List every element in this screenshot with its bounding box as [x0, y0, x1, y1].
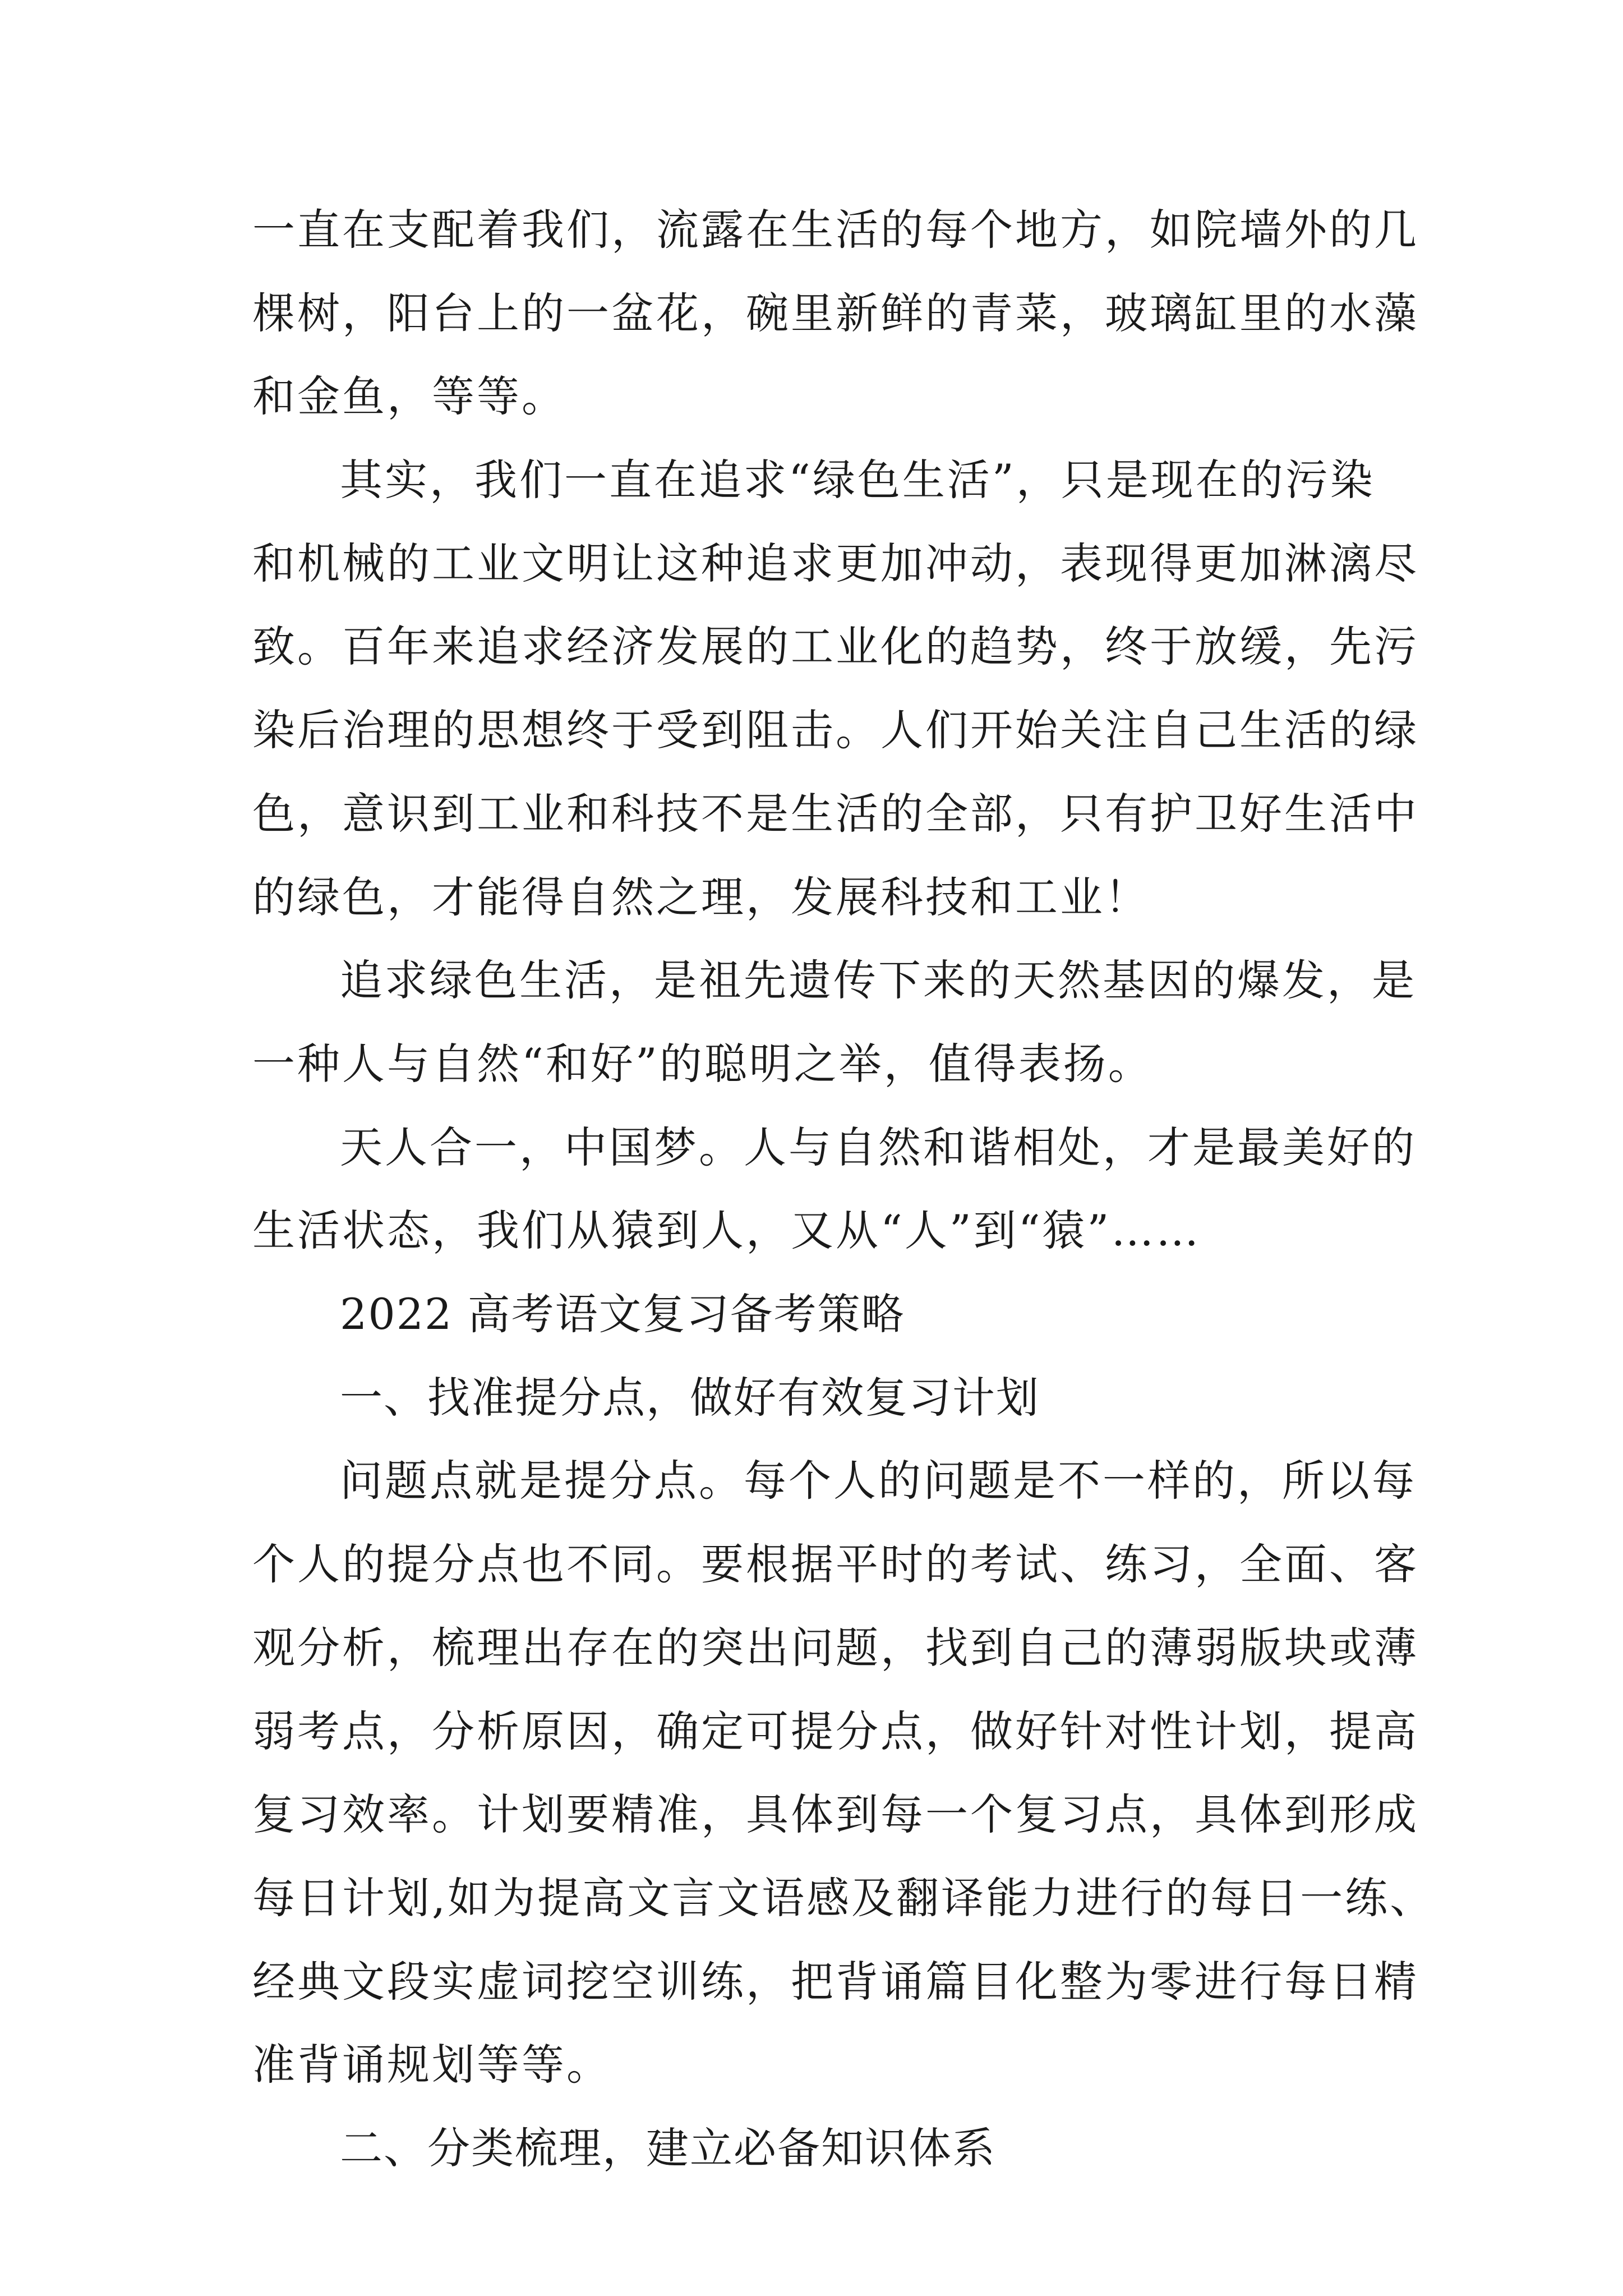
text-line: 追求绿色生活，是祖先遗传下来的天然基因的爆发，是 — [340, 955, 1417, 1005]
text-line: 其实，我们一直在追求“绿色生活”，只是现在的污染 — [340, 455, 1375, 505]
section-heading: 2022 高考语文复习备考策略 — [340, 1289, 905, 1339]
section-heading: 二、分类梳理，建立必备知识体系 — [340, 2123, 996, 2173]
text-line: 天人合一，中国梦。人与自然和谐相处，才是最美好的 — [340, 1122, 1417, 1172]
text-line: 经典文段实虚词挖空训练，把背诵篇目化整为零进行每日精 — [252, 1957, 1419, 2007]
text-line: 的绿色，才能得自然之理，发展科技和工业！ — [252, 872, 1150, 922]
text-line: 一种人与自然“和好”的聪明之举，值得表扬。 — [252, 1039, 1153, 1089]
text-line: 复习效率。计划要精准，具体到每一个复习点，具体到形成 — [252, 1789, 1419, 1839]
text-line: 和机械的工业文明让这种追求更加冲动，表现得更加淋漓尽 — [252, 539, 1419, 588]
text-line: 每日计划,如为提高文言文语感及翻译能力进行的每日一练、 — [252, 1873, 1435, 1923]
text-line: 准背诵规划等等。 — [252, 2040, 611, 2090]
text-line: 问题点就是提分点。每个人的问题是不一样的，所以每 — [340, 1456, 1417, 1506]
text-line: 一直在支配着我们，流露在生活的每个地方，如院墙外的几 — [252, 205, 1419, 255]
text-line: 观分析，梳理出存在的突出问题，找到自己的薄弱版块或薄 — [252, 1623, 1419, 1673]
text-line: 生活状态，我们从猿到人，又从“人”到“猿”…… — [252, 1205, 1201, 1255]
text-line: 弱考点，分析原因，确定可提分点，做好针对性计划，提高 — [252, 1706, 1419, 1756]
text-line: 致。百年来追求经济发展的工业化的趋势，终于放缓，先污 — [252, 622, 1419, 671]
text-line: 和金鱼，等等。 — [252, 371, 566, 421]
text-line: 色，意识到工业和科技不是生活的全部，只有护卫好生活中 — [252, 789, 1419, 839]
section-heading: 一、找准提分点，做好有效复习计划 — [340, 1373, 1040, 1423]
text-line: 个人的提分点也不同。要根据平时的考试、练习，全面、客 — [252, 1539, 1419, 1589]
text-line: 棵树，阳台上的一盆花，碗里新鲜的青菜，玻璃缸里的水藻 — [252, 288, 1419, 338]
text-line: 染后治理的思想终于受到阻击。人们开始关注自己生活的绿 — [252, 705, 1419, 755]
